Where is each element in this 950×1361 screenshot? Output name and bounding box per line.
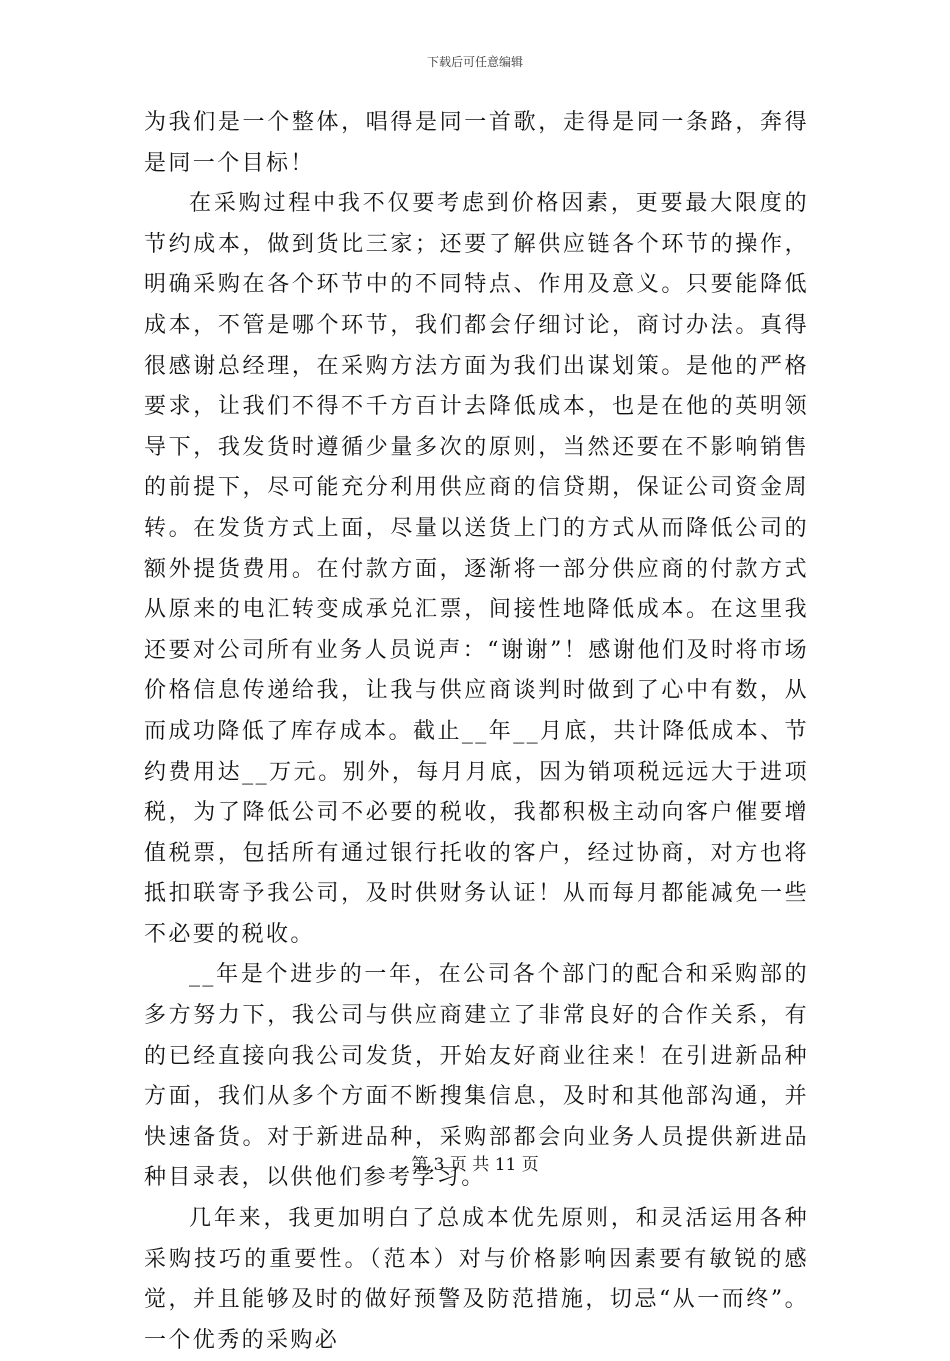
paragraph-4: 几年来，我更加明白了总成本优先原则，和灵活运用各种采购技巧的重要性。（范本）对与价格影响因素要有敏锐的感觉，并且能够及时的做好预警及防范措施，切忌“从一而终”。一个优秀的采购必: [144, 1206, 809, 1353]
page-number-footer: 第 3 页 共 11 页: [411, 1155, 539, 1175]
page-header: 下载后可任意编辑: [426, 55, 523, 69]
paragraph-1: 为我们是一个整体，唱得是同一首歌，走得是同一条路，奔得是同一个目标！: [144, 110, 809, 176]
paragraph-2: 在采购过程中我不仅要考虑到价格因素，更要最大限度的节约成本，做到货比三家；还要了解供应链各个环节的操作，明确采购在各个环节中的不同特点、作用及意义。只要能降低成本，不管是哪个环节，我们都会仔细讨论，商讨办法。真得很感谢总经理，在采购方法方面为我们出谋划策。是他的严格要求，让我们不得不千方百计去降低成本，也是在他的英明领导下，我发货时遵循少量多次的原则，当然还要在不影响销售的前提下，尽可能充分利用供应商的信贷期，保证公司资金周转。在发货方式上面，尽量以送货上门的方式从而降低公司的额外提货费用。在付款方面，逐渐将一部分供应商的付款方式从原来的电汇转变成承兑汇票，间接性地降低成本。在这里我还要对公司所有业务人员说声：“谢谢”！感谢他们及时将市场价格信息传递给我，让我与供应商谈判时做到了心中有数，从而成功降低了库存成本。截止__年__月底，共计降低成本、节约费用达__万元。别外，每月月底，因为销项税远远大于进项税，为了降低公司不必要的税收，我都积极主动向客户催要增值税票，包括所有通过银行托收的客户，经过协商，对方也将抵扣联寄予我公司，及时供财务认证！从而每月都能减免一些不必要的税收。: [144, 191, 809, 947]
paragraph-3: __年是个进步的一年，在公司各个部门的配合和采购部的多方努力下，我公司与供应商建立了非常良好的合作关系，有的已经直接向我公司发货，开始友好商业往来！在引进新品种方面，我们从多个方面不断搜集信息，及时和其他部沟通，并快速备货。对于新进品种，采购部都会向业务人员提供新进品种目录表，以供他们参考学习。: [144, 962, 809, 1191]
